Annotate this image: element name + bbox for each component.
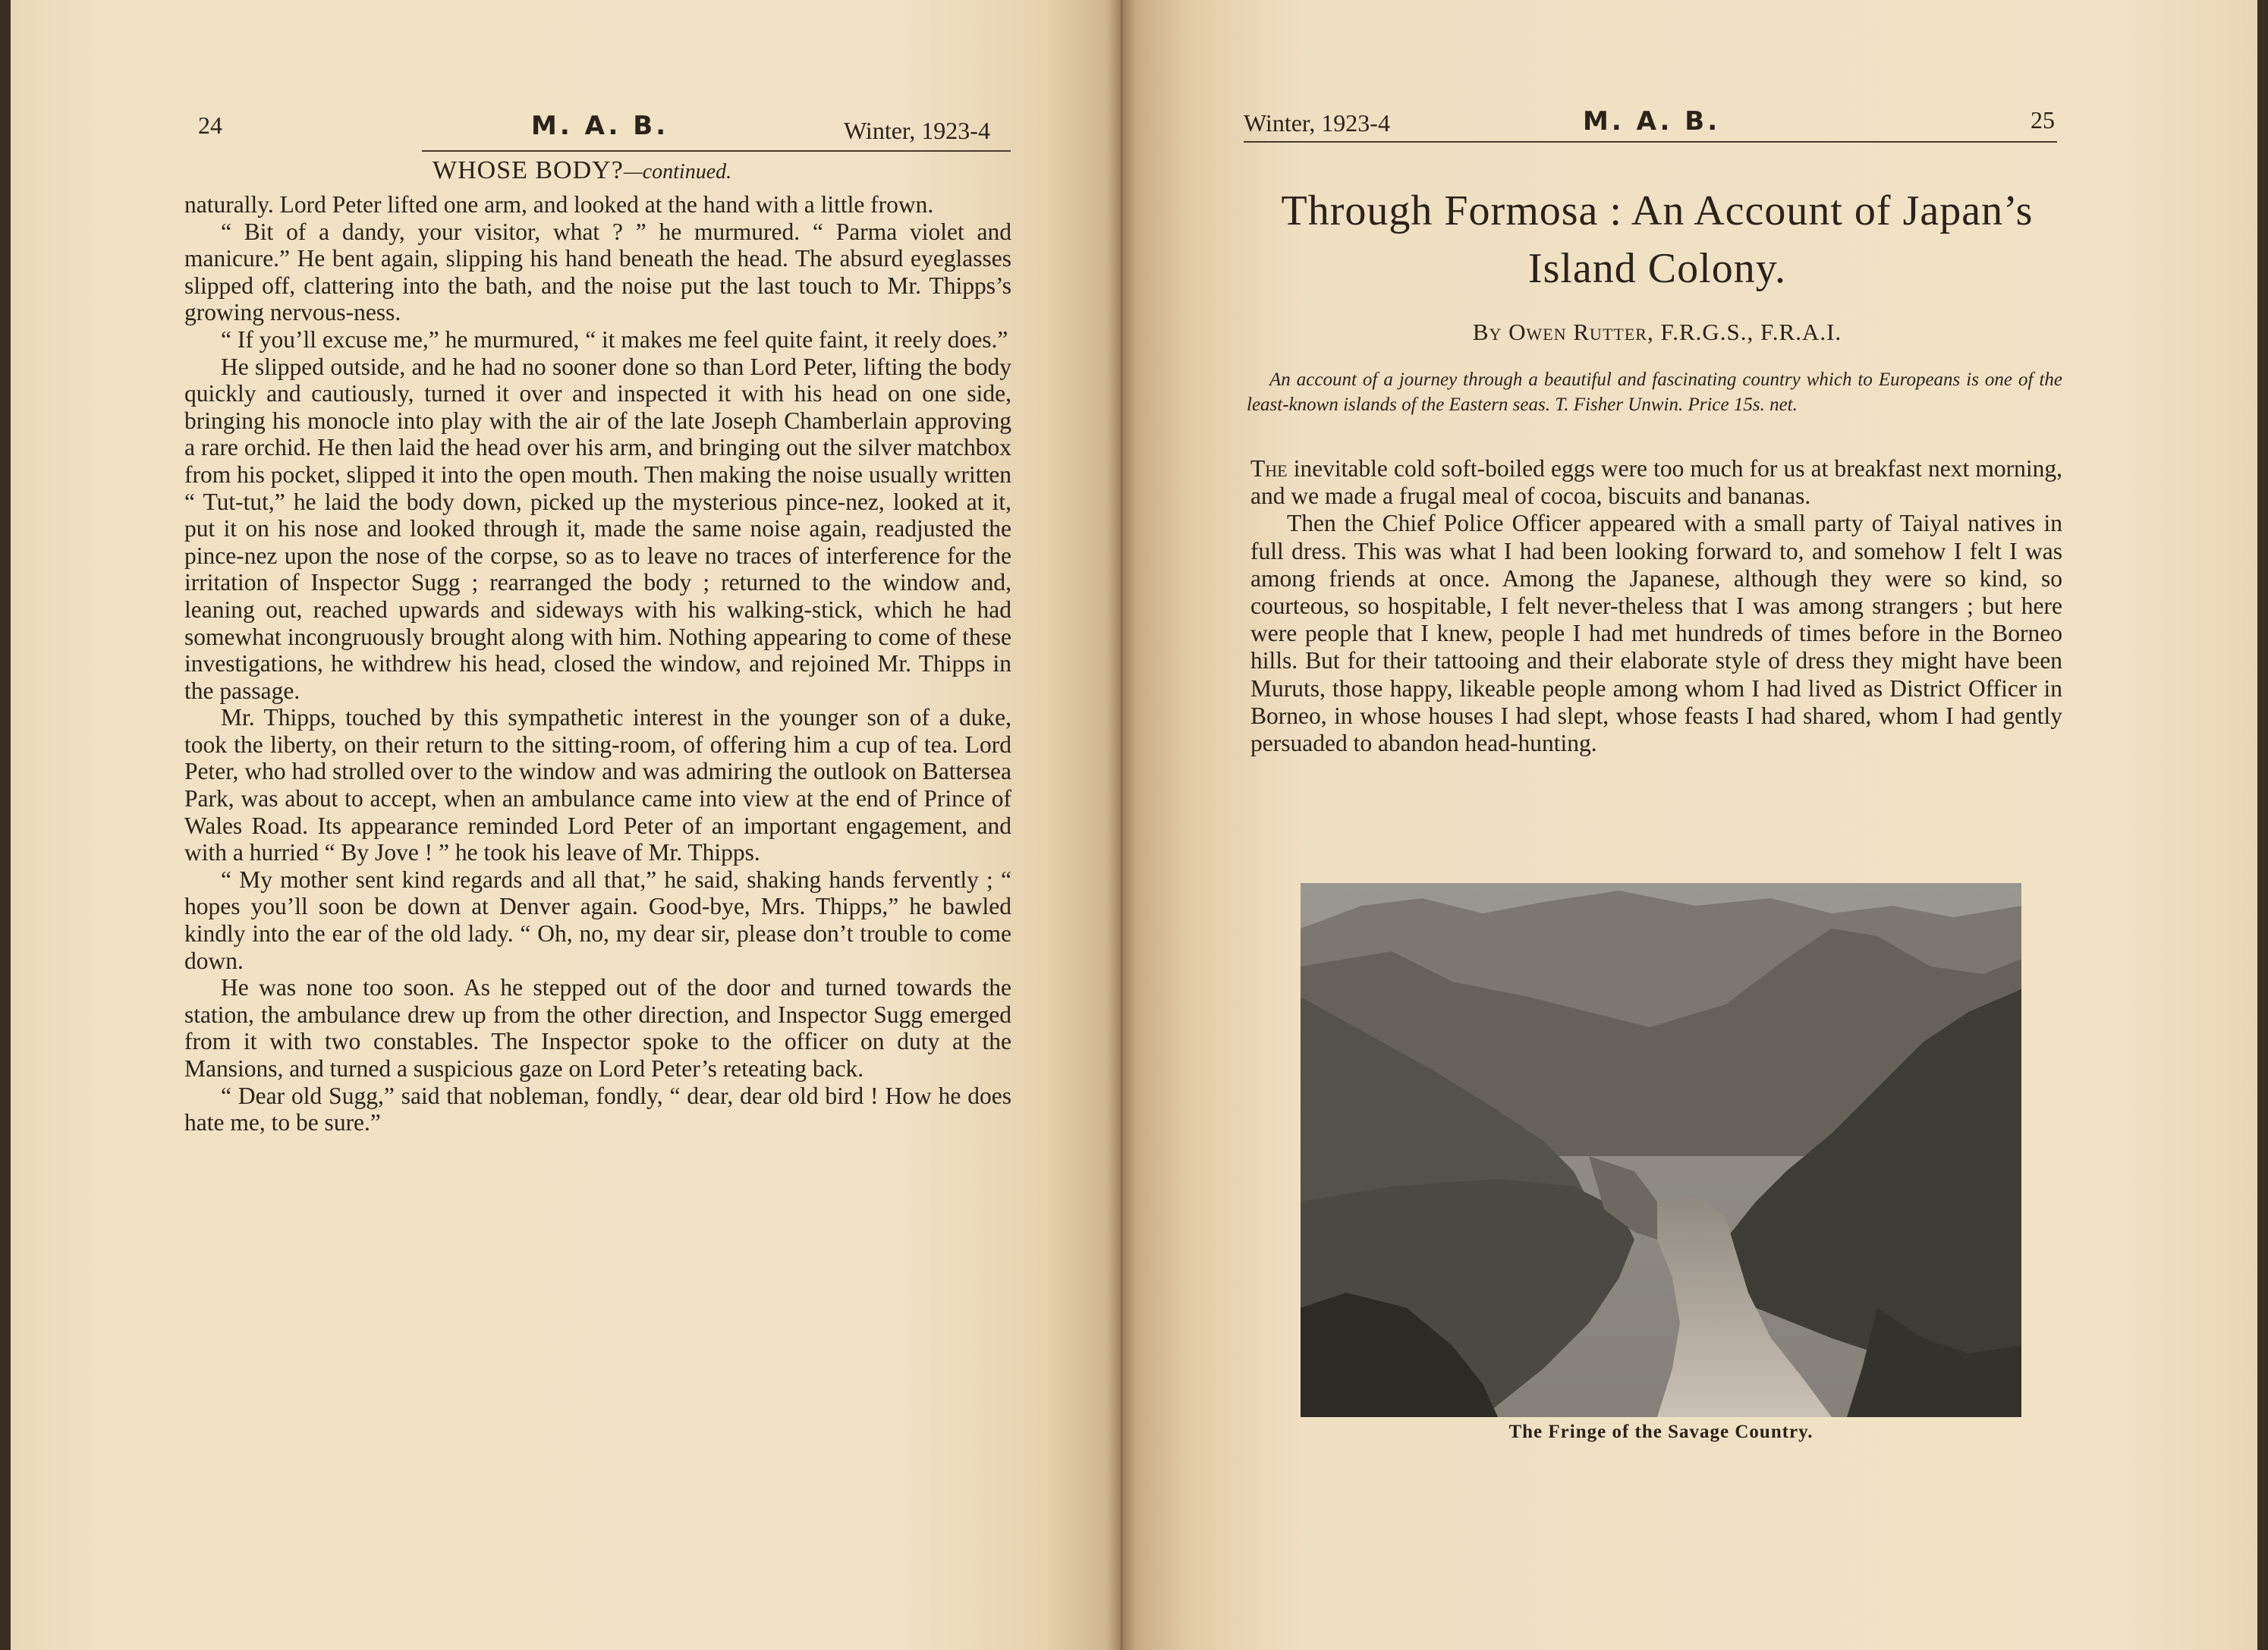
book-gutter: [1106, 0, 1137, 1650]
drop-word: The: [1250, 455, 1288, 482]
paragraph: “ Bit of a dandy, your visitor, what ? ” he murmured. “ Parma violet and manicure.” He bent again, slipping his hand beneath the head. The absurd eyeglasses slipped off, clattering into the bath, and the noise put the last touch to Mr. Thipps’s growing nervous-ness.: [184, 218, 1011, 326]
continued-title: [433, 156, 731, 185]
continued-title-text: WHOSE BODY?: [433, 156, 624, 184]
right-page-number: 25: [2031, 106, 2055, 134]
paragraph: [1250, 455, 2062, 510]
photo-caption: The Fringe of the Savage Country.: [1508, 1422, 1813, 1442]
left-header-issue: Winter, 1923-4: [844, 117, 990, 144]
continued-suffix: —continued.: [623, 160, 732, 184]
right-header-rule: [1244, 141, 2057, 143]
left-header-magazine: M. A. B.: [531, 111, 669, 141]
right-body-text: [1250, 455, 2062, 757]
paragraph: “ Dear old Sugg,” said that nobleman, fondly, “ dear, dear old bird ! How he does hate me, to be sure.”: [184, 1082, 1011, 1136]
left-page-number: 24: [198, 112, 222, 139]
byline-prefix: By: [1472, 319, 1502, 345]
mountain-valley-photo: [1301, 883, 2021, 1417]
paragraph: “ My mother sent kind regards and all that,” he said, shaking hands fervently ; “ hopes you’ll soon be down at Denver again. Good-bye, Mrs. Thipps,” he bawled kindly into the ear of the old lady. “ Oh, no, my dear sir, please don’t trouble to come down.: [184, 866, 1011, 974]
byline-suffix: , F.R.G.S., F.R.A.I.: [1647, 319, 1842, 345]
byline-author: Owen Rutter: [1508, 319, 1647, 345]
left-body-text: [184, 191, 1011, 1136]
article-byline: [1244, 319, 2070, 346]
paragraph: naturally. Lord Peter lifted one arm, and looked at the hand with a little frown.: [184, 191, 934, 218]
article-title: Through Formosa : An Account of Japan’s Island Colony.: [1281, 187, 2034, 292]
paragraph: Then the Chief Police Officer appeared with a small party of Taiyal natives in full dress. This was what I had been looking forward to, and somehow I felt I was among friends at once. Among the Japanese, although they were so kind, so courteous, so hospitable, I felt never-theless that I was among strangers ; but here were people that I knew, people I had met hundreds of times before in the Borneo hills. But for their tattooing and their elaborate style of dress they might have been Muruts, those happy, likeable people among whom I had lived as District Officer in Borneo, in whose houses I had slept, whose feasts I had shared, whom I had gently persuaded to abandon head-hunting.: [1250, 510, 2062, 757]
paragraph: Mr. Thipps, touched by this sympathetic interest in the younger son of a duke, took the liberty, on their return to the sitting-room, of offering him a cup of tea. Lord Peter, who had strolled over to the window and was admiring the outlook on Battersea Park, was about to accept, when an ambulance came into view at the end of Prince of Wales Road. Its appearance reminded Lord Peter of an important engagement, and with a hurried “ By Jove ! ” he took his leave of Mr. Thipps.: [184, 704, 1011, 866]
paragraph: “ If you’ll excuse me,” he murmured, “ it makes me feel quite faint, it reely does.”: [221, 325, 1008, 353]
paragraph: He was none too soon. As he stepped out of the door and turned towards the station, the ambulance drew up from the other direction, and Inspector Sugg emerged from it with two constables. The Inspector spoke to the officer on duty at the Mansions, and turned a suspicious gaze on Lord Peter’s reteating back.: [184, 974, 1011, 1082]
right-header-issue: Winter, 1923-4: [1244, 109, 1390, 137]
article-blurb: An account of a journey through a beautiful and fascinating country which to Europeans is one of the least-known islands of the Eastern seas. T. Fisher Unwin. Price 15s. net.: [1247, 369, 2062, 415]
paragraph-rest: inevitable cold soft-boiled eggs were too much for us at breakfast next morning, and we made a frugal meal of cocoa, biscuits and bananas.: [1250, 455, 2062, 510]
left-header-rule: [422, 150, 1011, 152]
paragraph: He slipped outside, and he had no sooner done so than Lord Peter, lifting the body quickly and cautiously, turned it over and inspected it with his head on one side, bringing his monocle into play with the air of the late Joseph Chamberlain approving a rare orchid. He then laid the head over his arm, and bringing out the silver matchbox from his pocket, slipped it into the open mouth. Then making the noise usually written “ Tut-tut,” he laid the body down, picked up the mysterious pince-nez, looked at it, put it on his nose and looked through it, made the same noise again, readjusted the pince-nez upon the nose of the corpse, so as to leave no traces of interference for the irritation of Inspector Sugg ; rearranged the body ; returned to the window and, leaning out, reached upwards and sideways with his walking-stick, which he had somewhat incongruously brought along with him. Nothing appearing to come of these investigations, he withdrew his head, closed the window, and rejoined Mr. Thipps in the passage.: [184, 353, 1011, 704]
right-header-magazine: M. A. B.: [1583, 106, 1721, 137]
